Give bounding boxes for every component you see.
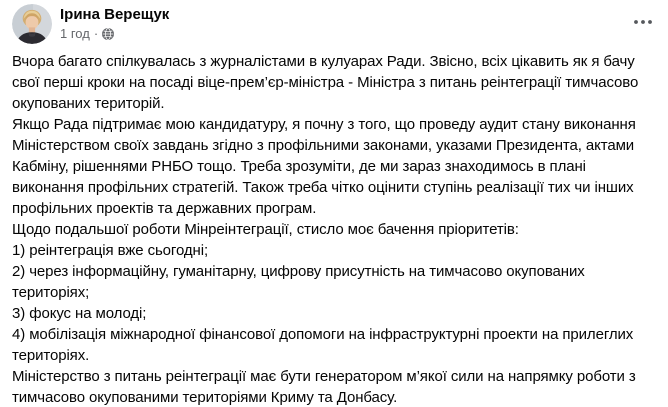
post-paragraph: Якщо Рада підтримає мою кандидатуру, я почну з того, що проведу аудит стану виконання Міністерством своїх завдань згідно з профільними законами, указами Президента, актами Кабміну, рішеннями РНБО тощо. Треба зрозуміти, де ми зараз знаходимось в плані виконання профільних стратегій. Також треба чітко оцінити ступінь реалізації тих чи інших профільних проектів та державних програм.	[12, 116, 636, 217]
post-text	[0, 44, 668, 407]
post-header	[0, 0, 668, 44]
post-meta-row	[60, 26, 630, 42]
post-paragraph: 3) фокус на молоді;	[12, 305, 147, 322]
post-paragraph: 1) реінтеграція вже сьогодні;	[12, 242, 209, 259]
post-paragraph: Міністерство з питань реінтеграції має бути генератором м’якої сили на напрямку роботи з тимчасово окупованими територіями Криму та Донбасу.	[12, 368, 636, 406]
timestamp[interactable]: 1 год	[60, 26, 90, 41]
globe-public-icon	[102, 28, 114, 40]
avatar[interactable]	[12, 4, 52, 44]
author-name[interactable]: Ірина Верещук	[60, 6, 170, 23]
post-paragraph: Щодо подальшої роботи Мінреінтеграції, стисло моє бачення пріоритетів:	[12, 221, 519, 238]
meta-separator: ·	[93, 26, 99, 41]
post-paragraph: Вчора багато спілкувалась з журналістами в кулуарах Ради. Звісно, всіх цікавить як я бачу свої перші кроки на посаді віце-прем’єр-міністра - Міністра з питань реінтеграції тимчасово окупованих територій.	[12, 53, 639, 112]
header-text-group	[60, 4, 630, 42]
post-paragraph: 4) мобілізація міжнародної фінансової допомоги на інфраструктурні проекти на прилеглих територіях.	[12, 326, 634, 364]
avatar-portrait-graphic	[12, 4, 52, 44]
ellipsis-icon	[634, 20, 652, 24]
post-menu-button[interactable]	[630, 12, 656, 32]
post-paragraph: 2) через інформаційну, гуманітарну, цифрову присутність на тимчасово окупованих територіях;	[12, 263, 585, 301]
